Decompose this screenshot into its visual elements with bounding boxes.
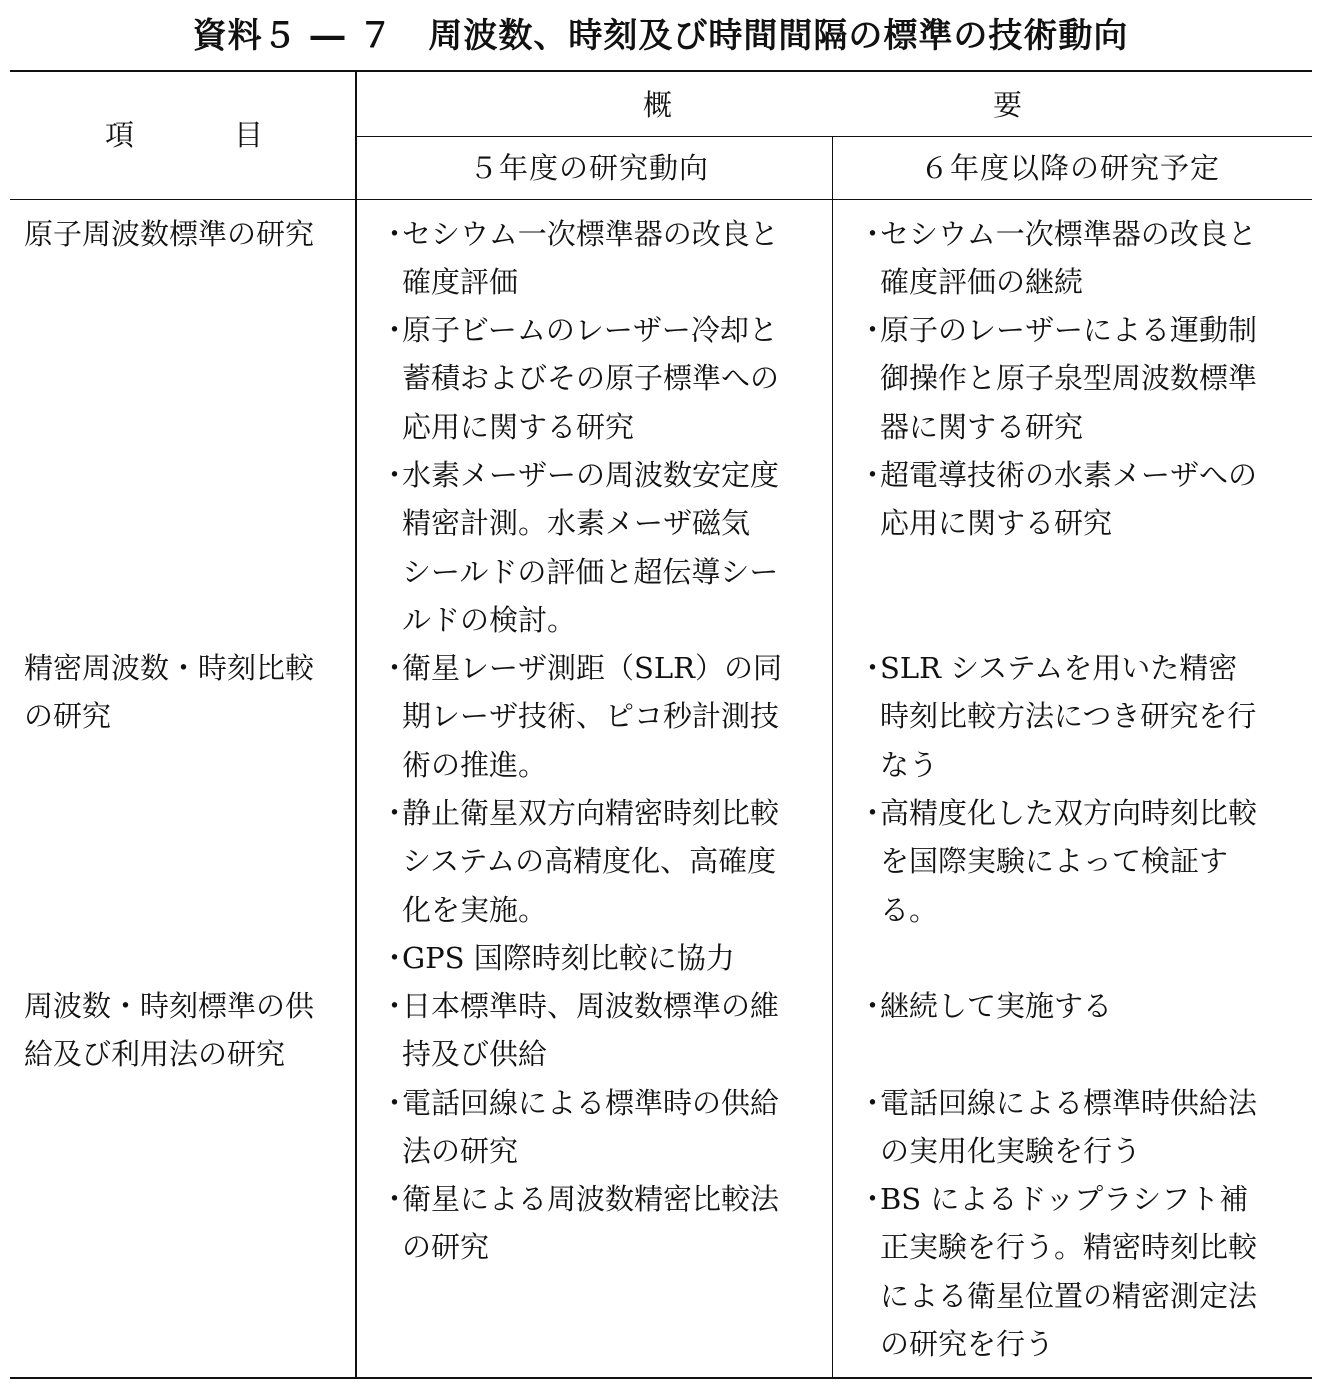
bullet-line: ルドの検討。 xyxy=(402,602,577,637)
bullet-line: 御操作と原子泉型周波数標準 xyxy=(880,361,1258,396)
table-bottom-rule xyxy=(10,1377,1312,1379)
bullet-mark: ・ xyxy=(380,313,410,347)
bullet-line: の研究 xyxy=(402,1230,490,1265)
bullet-line: 継続して実施する xyxy=(880,989,1113,1023)
bullet-mark: ・ xyxy=(380,796,410,830)
bullet-mark: ・ xyxy=(858,796,888,830)
bullet-line: GPS 国際時刻比較に協力 xyxy=(402,941,735,975)
bullet-line: 確度評価の継続 xyxy=(880,265,1084,300)
bullet-line: による衛星位置の精密測定法 xyxy=(880,1278,1258,1313)
header-item-char-2: 目 xyxy=(234,118,264,152)
bullet-line: シールドの評価と超伝導シー xyxy=(402,554,779,589)
bullet-line: 法の研究 xyxy=(402,1134,519,1169)
bullet-line: 電話回線による標準時の供給 xyxy=(402,1086,780,1120)
bullet-mark: ・ xyxy=(858,1086,888,1120)
row3-item-line1: 周波数・時刻標準の供 xyxy=(24,989,315,1023)
header-mid-rule xyxy=(356,136,1312,137)
bullet-line: 確度評価 xyxy=(402,265,519,300)
bullet-line: なう xyxy=(880,747,939,782)
bullet-line: システムの高精度化、高確度 xyxy=(402,844,777,879)
bullet-mark: ・ xyxy=(380,458,410,492)
bullet-mark: ・ xyxy=(858,458,888,492)
bullet-mark: ・ xyxy=(380,1182,410,1216)
bullet-line: 器に関する研究 xyxy=(880,409,1084,444)
header-fy6: ６年度以降の研究予定 xyxy=(920,151,1221,185)
bullet-line: 術の推進。 xyxy=(402,747,548,782)
bullet-mark: ・ xyxy=(380,941,410,975)
bullet-line: 精密計測。水素メーザ磁気 xyxy=(402,506,751,541)
row2-item-line1: 精密周波数・時刻比較 xyxy=(24,651,315,685)
bullet-line: 原子ビームのレーザー冷却と xyxy=(402,313,778,347)
bullet-mark: ・ xyxy=(858,313,888,347)
bullet-line: る。 xyxy=(880,892,939,927)
bullet-line: を国際実験によって検証す xyxy=(880,844,1229,879)
table-top-rule xyxy=(10,70,1312,72)
bullet-line: 静止衛星双方向精密時刻比較 xyxy=(402,796,780,830)
bullet-line: 水素メーザーの周波数安定度 xyxy=(402,458,780,492)
bullet-mark: ・ xyxy=(380,989,410,1023)
header-fy5: ５年度の研究動向 xyxy=(469,151,710,185)
bullet-line: 応用に関する研究 xyxy=(402,409,635,444)
bullet-mark: ・ xyxy=(380,1086,410,1120)
bullet-line: の実用化実験を行う xyxy=(880,1134,1142,1169)
row2-item-line2: の研究 xyxy=(24,699,112,733)
header-overview-char-1: 概 xyxy=(643,88,673,122)
bullet-line: 超電導技術の水素メーザへの xyxy=(880,458,1258,492)
column-divider-fy xyxy=(832,137,833,1377)
header-bottom-rule xyxy=(10,199,1312,200)
bullet-mark: ・ xyxy=(858,989,888,1023)
bullet-line: 衛星による周波数精密比較法 xyxy=(402,1182,780,1216)
bullet-line: SLR システムを用いた精密 xyxy=(880,651,1238,685)
column-divider-item xyxy=(355,71,357,1377)
bullet-mark: ・ xyxy=(858,651,888,685)
bullet-line: 応用に関する研究 xyxy=(880,506,1113,541)
bullet-line: 日本標準時、周波数標準の維 xyxy=(402,989,780,1023)
bullet-line: の研究を行う xyxy=(880,1326,1055,1361)
bullet-line: 持及び供給 xyxy=(402,1037,548,1072)
bullet-line: セシウム一次標準器の改良と xyxy=(880,217,1257,251)
bullet-line: 蓄積およびその原子標準への xyxy=(402,361,780,396)
row1-item-line1: 原子周波数標準の研究 xyxy=(24,217,315,251)
bullet-line: 原子のレーザーによる運動制 xyxy=(880,313,1258,347)
header-item-char-1: 項 xyxy=(105,118,135,152)
bullet-line: 期レーザ技術、ピコ秒計測技 xyxy=(402,699,780,734)
bullet-line: 電話回線による標準時供給法 xyxy=(880,1086,1258,1120)
bullet-mark: ・ xyxy=(380,651,410,685)
bullet-line: 正実験を行う。精密時刻比較 xyxy=(880,1230,1258,1265)
bullet-line: BS によるドップラシフト補 xyxy=(880,1182,1249,1216)
bullet-line: 衛星レーザ測距（SLR）の同 xyxy=(402,651,782,685)
bullet-mark: ・ xyxy=(858,1182,888,1216)
header-overview-char-2: 要 xyxy=(993,88,1023,122)
bullet-line: 高精度化した双方向時刻比較 xyxy=(880,796,1258,830)
row3-item-line2: 給及び利用法の研究 xyxy=(24,1037,286,1071)
bullet-mark: ・ xyxy=(380,217,410,251)
bullet-line: 化を実施。 xyxy=(402,892,548,927)
bullet-line: セシウム一次標準器の改良と xyxy=(402,217,779,251)
bullet-mark: ・ xyxy=(858,217,888,251)
document-title: 資料５ ― ７ 周波数、時刻及び時間間隔の標準の技術動向 xyxy=(192,16,1129,56)
bullet-line: 時刻比較方法につき研究を行 xyxy=(880,699,1257,734)
